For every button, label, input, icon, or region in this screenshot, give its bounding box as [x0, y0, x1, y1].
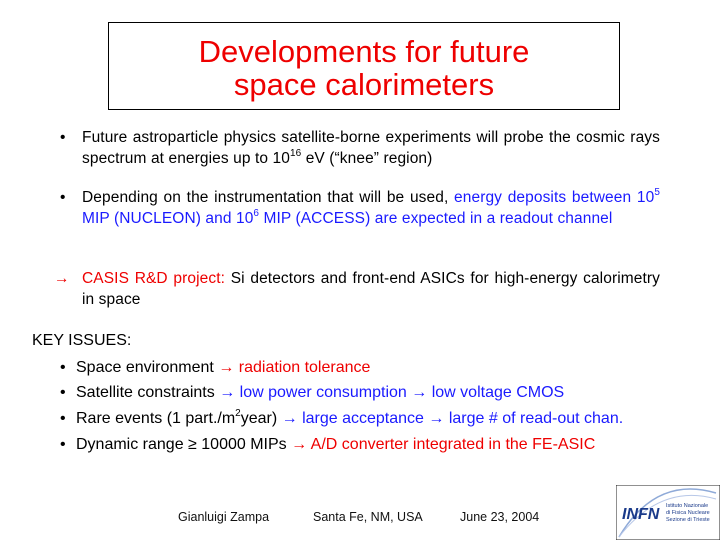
svg-text:Sezione di Trieste: Sezione di Trieste: [666, 517, 710, 523]
bullet-marker: •: [60, 129, 66, 146]
key-issue-label: Satellite constraints: [76, 384, 220, 401]
key-issues-heading: KEY ISSUES:: [32, 332, 132, 349]
exponent: 5: [654, 186, 660, 198]
key-issue-item: [60, 358, 370, 378]
key-issue-label: Rare events (1 part./m: [76, 410, 236, 427]
bullet-marker: •: [60, 359, 66, 376]
exponent: 6: [253, 207, 260, 219]
svg-text:di Fisica Nucleare: di Fisica Nucleare: [666, 510, 710, 516]
key-issue-label: Space environment: [76, 359, 219, 376]
bullet-marker: •: [60, 410, 66, 427]
footer-author: Gianluigi Zampa: [178, 510, 270, 524]
footer-date: June 23, 2004: [460, 510, 540, 524]
key-issue-item: [60, 435, 595, 455]
bullet-1-text: Future astroparticle physics satellite-borne experiments will probe the cosmic rays spectrum at energies up to 10: [82, 129, 660, 167]
key-issue-item: [60, 383, 564, 403]
casis-project-label: CASIS R&D project:: [82, 270, 226, 287]
exponent: 16: [289, 147, 302, 159]
footer-location: Santa Fe, NM, USA: [313, 510, 423, 524]
key-issue-label-end: year): [240, 410, 282, 427]
key-issue-consequence: → A/D converter integrated in the FE-ASIC: [291, 436, 596, 453]
bullet-marker: •: [60, 436, 66, 453]
bullet-3: [54, 268, 661, 310]
bullet-2-highlight-c: MIP (ACCESS) are expected in a readout channel: [259, 210, 613, 227]
key-issue-consequence: → large acceptance → large # of read-out chan.: [281, 410, 624, 427]
bullet-marker: •: [60, 189, 66, 206]
bullet-2-text: Depending on the instrumentation that will be used,: [82, 189, 455, 206]
svg-text:INFN: INFN: [622, 506, 660, 523]
bullet-3-text: Si detectors and front-end ASICs for high-energy calorimetry in space: [82, 270, 661, 308]
infn-logo-wordmark: [622, 506, 660, 523]
key-issue-item: [60, 409, 623, 429]
arrow-marker: →: [54, 270, 70, 287]
bullet-2-highlight-b: MIP (NUCLEON) and 10: [82, 210, 254, 227]
bullet-1: [60, 127, 660, 169]
bullet-marker: •: [60, 384, 66, 401]
slide-title-line-2: space calorimeters: [233, 67, 495, 102]
bullet-2-highlight-a: energy deposits between 10: [454, 189, 655, 206]
key-issue-consequence: → low power consumption → low voltage CMOS: [219, 384, 565, 401]
bullet-2: [60, 186, 660, 229]
slide-title-line-1: Developments for future: [198, 34, 530, 69]
bullet-1-text-end: eV (“knee” region): [301, 150, 433, 167]
title-box: [108, 22, 620, 110]
key-issue-consequence: → radiation tolerance: [218, 359, 371, 376]
exponent: 2: [235, 407, 241, 419]
svg-text:Istituto Nazionale: Istituto Nazionale: [666, 503, 709, 509]
key-issue-label: Dynamic range ≥ 10000 MIPs: [76, 436, 292, 453]
infn-logo: [616, 485, 720, 540]
